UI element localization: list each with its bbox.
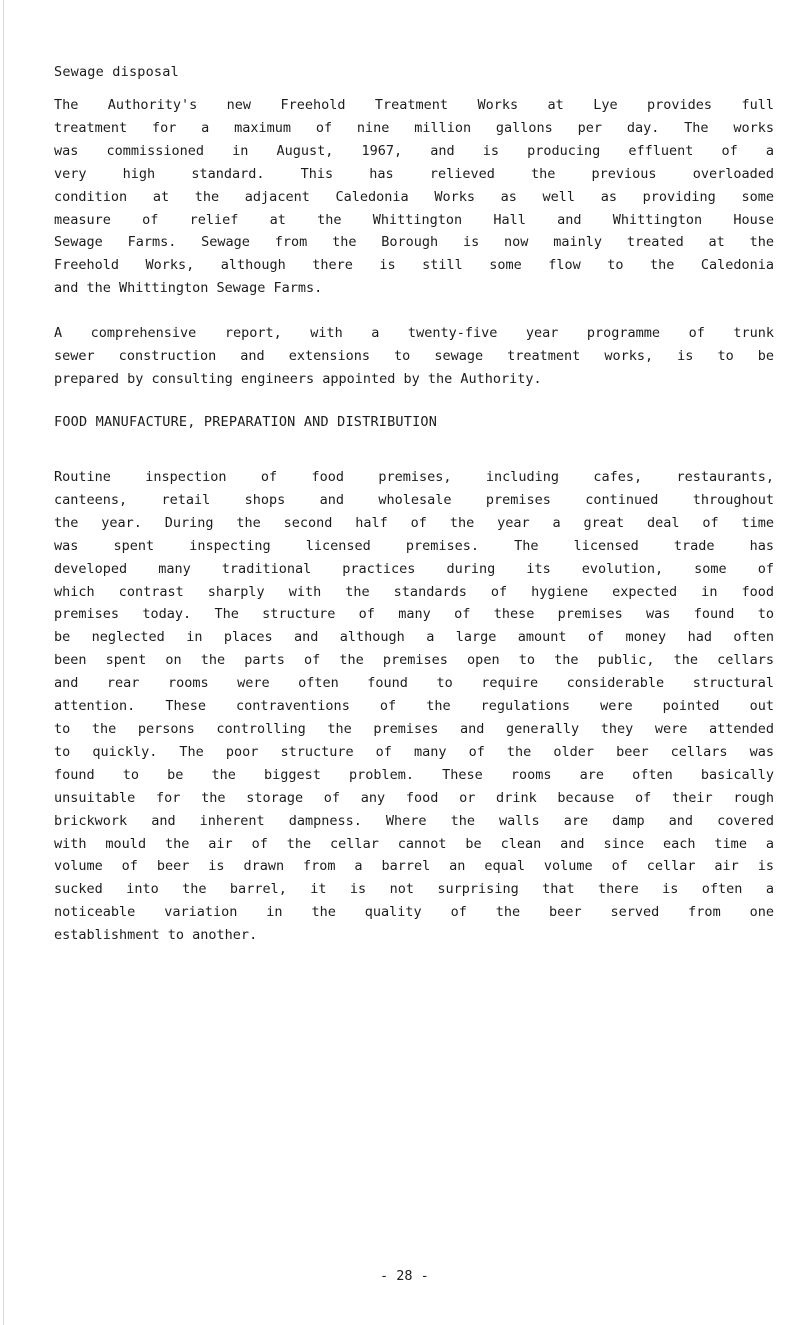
scan-edge <box>3 0 4 1325</box>
text-line: attention. These contraventions of the regulations were pointed out <box>54 698 774 715</box>
text-line: the year. During the second half of the year a great deal of time <box>54 514 774 531</box>
text-line: with mould the air of the cellar cannot be clean and since each time a <box>54 835 774 852</box>
text-line: sucked into the barrel, it is not surprising that there is often a <box>54 881 774 898</box>
text-line: condition at the adjacent Caledonia Works as well as providing some <box>54 188 774 205</box>
text-line: Freehold Works, although there is still some flow to the Caledonia <box>54 257 774 274</box>
food-paragraph <box>54 466 774 947</box>
text-line: volume of beer is drawn from a barrel an equal volume of cellar air is <box>54 858 774 875</box>
sewage-paragraph-2 <box>54 322 774 391</box>
page-number: - 28 - <box>380 1268 429 1284</box>
text-line: premises today. The structure of many of these premises was found to <box>54 606 774 623</box>
text-line: developed many traditional practices during its evolution, some of <box>54 560 774 577</box>
sewage-disposal-heading: Sewage disposal <box>54 64 179 80</box>
text-line: measure of relief at the Whittington Hall and Whittington House <box>54 211 774 228</box>
text-line: was spent inspecting licensed premises. The licensed trade has <box>54 537 774 554</box>
text-line: be neglected in places and although a large amount of money had often <box>54 629 774 646</box>
text-line: A comprehensive report, with a twenty-five year programme of trunk <box>54 325 774 341</box>
text-line: and rear rooms were often found to require considerable structural <box>54 675 774 692</box>
text-line: sewer construction and extensions to sewage treatment works, is to be <box>54 347 774 364</box>
text-line: Sewage Farms. Sewage from the Borough is now mainly treated at the <box>54 234 774 251</box>
sewage-paragraph-1 <box>54 94 774 300</box>
text-line: noticeable variation in the quality of the beer served from one <box>54 904 774 921</box>
text-line: to the persons controlling the premises and generally they were attended <box>54 720 774 737</box>
text-line: The Authority's new Freehold Treatment Works at Lye provides full <box>54 97 774 113</box>
text-line: prepared by consulting engineers appointed by the Authority. <box>54 370 542 387</box>
text-line: establishment to another. <box>54 927 258 944</box>
text-line: Routine inspection of food premises, including cafes, restaurants, <box>54 469 774 485</box>
text-line: was commissioned in August, 1967, and is producing effluent of a <box>54 142 774 159</box>
text-line: and the Whittington Sewage Farms. <box>54 280 323 297</box>
text-line: to quickly. The poor structure of many of the older beer cellars was <box>54 743 774 760</box>
text-line: been spent on the parts of the premises open to the public, the cellars <box>54 652 774 669</box>
text-line: treatment for a maximum of nine million gallons per day. The works <box>54 119 774 136</box>
food-section-heading: FOOD MANUFACTURE, PREPARATION AND DISTRIBUTION <box>54 414 438 430</box>
text-line: very high standard. This has relieved the previous overloaded <box>54 165 774 182</box>
text-line: brickwork and inherent dampness. Where the walls are damp and covered <box>54 812 774 829</box>
text-line: canteens, retail shops and wholesale premises continued throughout <box>54 491 774 508</box>
text-line: found to be the biggest problem. These rooms are often basically <box>54 766 774 783</box>
text-line: unsuitable for the storage of any food or drink because of their rough <box>54 789 774 806</box>
text-line: which contrast sharply with the standards of hygiene expected in food <box>54 583 774 600</box>
